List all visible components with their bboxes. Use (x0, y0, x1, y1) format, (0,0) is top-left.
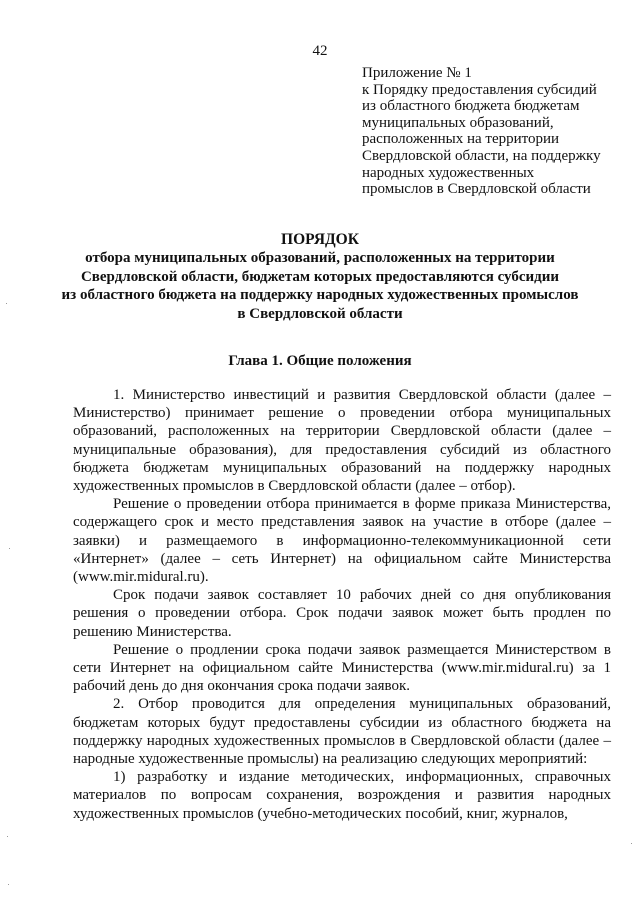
appendix-line: народных художественных (362, 164, 535, 181)
subtitle-line: из областного бюджета на поддержку народных художественных промыслов (61, 287, 579, 303)
scan-artifact (6, 303, 7, 304)
scan-artifact (8, 884, 9, 885)
appendix-line: промыслов в Свердловской области (362, 181, 591, 198)
body-text (73, 386, 611, 823)
appendix-line: расположенных на территории (362, 131, 560, 148)
scan-artifact (9, 548, 10, 549)
subtitle-line: отбора муниципальных образований, расположенных на территории (85, 250, 555, 266)
document-subtitle (0, 249, 640, 323)
appendix-line: Свердловской области, на поддержку (362, 147, 601, 164)
appendix-line: из областного бюджета бюджетам (362, 98, 580, 115)
chapter-heading: Глава 1. Общие положения (228, 353, 412, 369)
appendix-line: Приложение № 1 (362, 65, 472, 81)
appendix-line: муниципальных образований, (362, 114, 554, 131)
paragraph: Срок подачи заявок составляет 10 рабочих дней со дня опубликования решения о проведении отбора. Срок подачи заявок может быть продлен по решению Министерства. (73, 587, 611, 640)
document-title: ПОРЯДОК (281, 231, 359, 248)
subtitle-line: в Свердловской области (237, 305, 403, 322)
paragraph: 2. Отбор проводится для определения муниципальных образований, бюджетам которых будут предоставлены субсидии из областного бюджета на поддержку народных художественных промыслов в Свердловской области (далее – народные художественные промыслы) на реализацию следующих мероприятий: (73, 696, 611, 768)
paragraph: Решение о проведении отбора принимается в форме приказа Министерства, содержащего срок и место представления заявок на участие в отборе (далее – заявки) и размещаемого в информационно-телекоммуникационной сети «Интернет» (далее – сеть Интернет) на официальном сайте Министерства (www.mir.midural.ru). (73, 496, 611, 586)
appendix-line: к Порядку предоставления субсидий (362, 81, 597, 98)
scan-artifact (7, 836, 8, 837)
paragraph: 1. Министерство инвестиций и развития Свердловской области (далее – Министерство) принимает решение о проведении отбора муниципальных образований, расположенных на территории Свердловской области (далее – муниципальные образования), для предоставления субсидий из областного бюджета бюджетам муниципальных образований на поддержку народных художественных промыслов в Свердловской области (далее – отбор). (73, 387, 611, 495)
subtitle-line: Свердловской области, бюджетам которых предоставляются субсидии (80, 268, 560, 285)
paragraph: Решение о продлении срока подачи заявок размещается Министерством в сети Интернет на официальном сайте Министерства (www.mir.midural.ru) за 1 рабочий день до дня окончания срока подачи заявок. (73, 641, 611, 695)
page-number: 42 (312, 43, 328, 59)
scan-artifact (631, 843, 632, 844)
paragraph: 1) разработку и издание методических, информационных, справочных материалов по вопросам сохранения, возрождения и развития народных художественных промыслов (учебно-методических пособий, книг, журналов, (73, 769, 611, 822)
appendix-reference (362, 65, 632, 198)
